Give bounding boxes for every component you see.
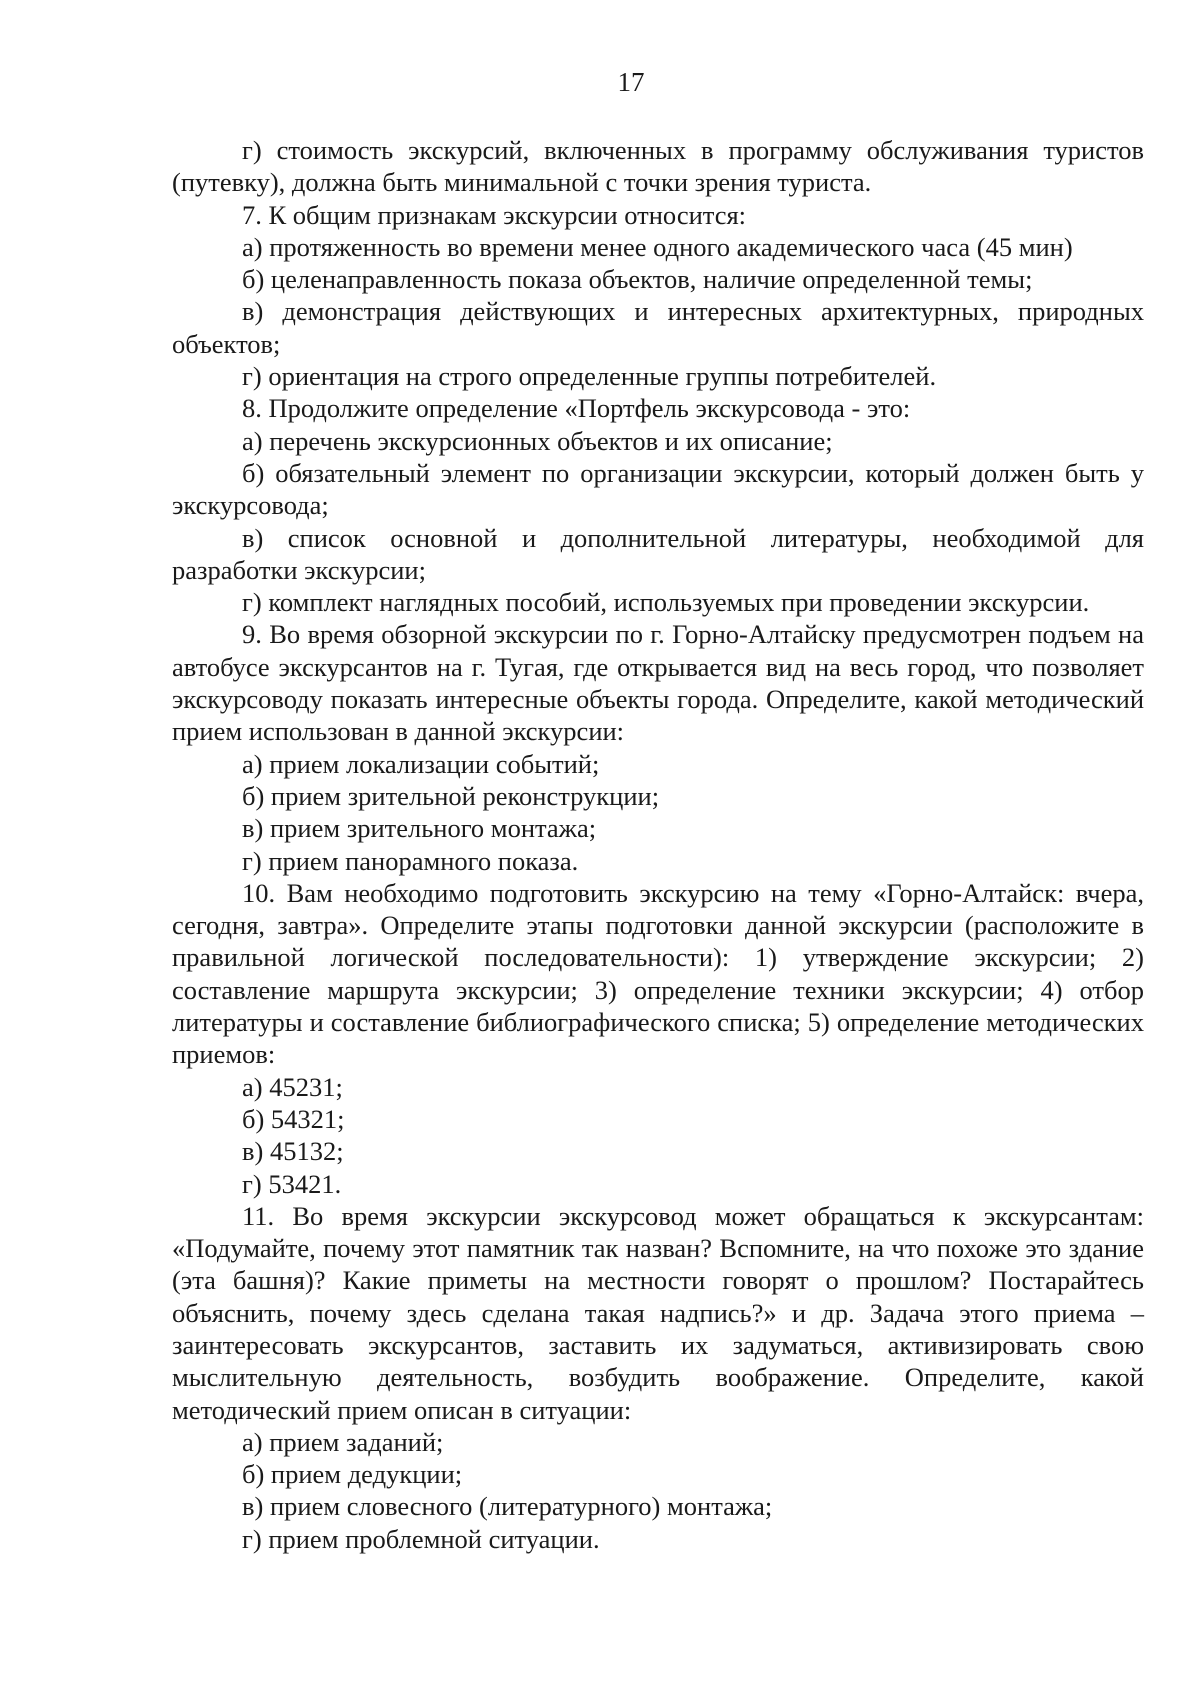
question-8: 8. Продолжите определение «Портфель экскурсовода - это: bbox=[242, 393, 911, 424]
answer-option: в) прием зрительного монтажа; bbox=[242, 813, 597, 844]
answer-option: г) 53421. bbox=[242, 1168, 342, 1199]
answer-option: в) прием словесного (литературного) монтажа; bbox=[242, 1491, 773, 1522]
answer-option: а) прием локализации событий; bbox=[242, 748, 600, 779]
page-body bbox=[172, 134, 1144, 1555]
question-9: 9. Во время обзорной экскурсии по г. Горно-Алтайску предусмотрен подъем на автобусе экскурсантов на г. Тугая, где открывается вид на весь город, что позволяет экскурсоводу показать интересные объекты города. Определите, какой методический прием использован в данной экскурсии: bbox=[172, 619, 1144, 747]
answer-option: а) перечень экскурсионных объектов и их описание; bbox=[242, 425, 833, 456]
answer-option: б) целенаправленность показа объектов, наличие определенной темы; bbox=[242, 264, 1033, 295]
answer-option: б) прием зрительной реконструкции; bbox=[242, 780, 660, 811]
page-number: 17 bbox=[617, 67, 645, 97]
question-11: 11. Во время экскурсии экскурсовод может обращаться к экскурсантам: «Подумайте, почему этот памятник так назван? Вспомните, на что похоже это здание (эта башня)? Какие приметы на местности говорят о прошлом? Постарайтесь объяснить, почему здесь сделана такая надпись?» и др. Задача этого приема – заинтересовать экскурсантов, заставить их задуматься, активизировать свою мыслительную деятельность, возбудить воображение. Определите, какой методический прием описан в ситуации: bbox=[172, 1200, 1144, 1425]
answer-option: б) 54321; bbox=[242, 1103, 345, 1134]
paragraph: г) стоимость экскурсий, включенных в программу обслуживания туристов (путевку), должна быть минимальной с точки зрения туриста. bbox=[172, 135, 1144, 198]
answer-option: а) прием заданий; bbox=[242, 1426, 444, 1457]
answer-option: в) список основной и дополнительной литературы, необходимой для разработки экскурсии; bbox=[172, 522, 1144, 585]
answer-option: б) обязательный элемент по организации экскурсии, который должен быть у экскурсовода; bbox=[172, 457, 1144, 521]
answer-option: в) 45132; bbox=[242, 1136, 344, 1167]
answer-option: б) прием дедукции; bbox=[242, 1459, 463, 1490]
question-7: 7. К общим признакам экскурсии относится: bbox=[242, 199, 747, 230]
answer-option: г) комплект наглядных пособий, используемых при проведении экскурсии. bbox=[242, 587, 1090, 618]
answer-option: а) 45231; bbox=[242, 1071, 343, 1102]
answer-option: г) прием проблемной ситуации. bbox=[242, 1523, 600, 1554]
answer-option: г) прием панорамного показа. bbox=[242, 845, 579, 876]
answer-option: г) ориентация на строго определенные группы потребителей. bbox=[242, 361, 937, 392]
question-10: 10. Вам необходимо подготовить экскурсию на тему «Горно-Алтайск: вчера, сегодня, завтра». Определите этапы подготовки данной экскурсии (расположите в правильной логической последовательности): 1) утверждение экскурсии; 2) составление маршрута экскурсии; 3) определение техники экскурсии; 4) отбор литературы и составление библиографического списка; 5) определение методических приемов: bbox=[172, 877, 1144, 1070]
answer-option: а) протяженность во времени менее одного академического часа (45 мин) bbox=[242, 231, 1073, 262]
answer-option: в) демонстрация действующих и интересных архитектурных, природных объектов; bbox=[172, 296, 1144, 359]
